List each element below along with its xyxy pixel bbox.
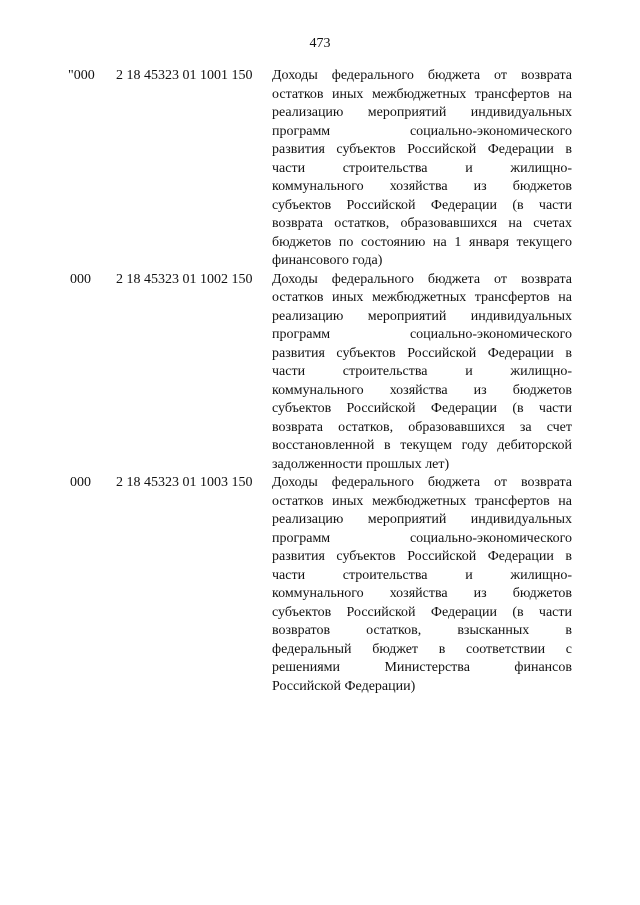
description-line: субъектов Российской Федерации (в части [272, 604, 572, 620]
table-row [0, 271, 640, 475]
description-line: развития субъектов Российской Федерации в [272, 142, 572, 157]
table-row [0, 67, 640, 271]
income-classification-table [0, 67, 640, 696]
administrator-code: "000 [68, 68, 95, 83]
description-line: части строительства и жилищно- [272, 364, 572, 379]
budget-classification-code: 2 18 45323 01 1001 150 [116, 68, 253, 83]
income-description [272, 271, 572, 475]
table-row [0, 474, 640, 696]
description-line: возврата остатков, образовавшихся на счетах [272, 216, 572, 231]
description-line: развития субъектов Российской Федерации в [272, 345, 572, 361]
income-description [272, 67, 572, 271]
budget-classification-code: 2 18 45323 01 1002 150 [116, 271, 253, 287]
description-line: задолженности прошлых лет) [272, 456, 450, 472]
description-line: субъектов Российской Федерации (в части [272, 197, 572, 213]
description-line: программ социально-экономического [272, 123, 572, 139]
description-line: федеральный бюджет в соответствии с [272, 641, 572, 657]
description-line: остатков иных межбюджетных трансфертов на [272, 493, 572, 509]
description-line: бюджетов по состоянию на 1 января текущего [272, 234, 572, 250]
description-line: субъектов Российской Федерации (в части [272, 401, 572, 416]
description-line: решениями Министерства финансов [272, 660, 572, 675]
page-number: 473 [309, 36, 331, 51]
administrator-code: 000 [70, 271, 91, 287]
description-line: коммунального хозяйства из бюджетов [272, 179, 572, 194]
description-line: Российской Федерации) [272, 678, 416, 694]
description-line: Доходы федерального бюджета от возврата [272, 475, 572, 490]
income-description [272, 474, 572, 696]
description-line: части строительства и жилищно- [272, 160, 572, 176]
description-line: коммунального хозяйства из бюджетов [272, 382, 572, 398]
budget-classification-code: 2 18 45323 01 1003 150 [116, 475, 253, 490]
description-line: Доходы федерального бюджета от возврата [272, 68, 572, 83]
description-line: программ социально-экономического [272, 327, 572, 342]
description-line: восстановленной в текущем году дебиторской [272, 438, 572, 453]
description-line: возврата остатков, образовавшихся за счет [272, 419, 572, 435]
description-line: программ социально-экономического [272, 530, 572, 546]
description-line: остатков иных межбюджетных трансфертов на [272, 290, 572, 305]
description-line: реализацию мероприятий индивидуальных [272, 105, 572, 120]
description-line: коммунального хозяйства из бюджетов [272, 586, 572, 601]
description-line: реализацию мероприятий индивидуальных [272, 308, 572, 324]
description-line: возвратов остатков, взысканных в [272, 623, 572, 638]
description-line: остатков иных межбюджетных трансфертов на [272, 86, 572, 102]
description-line: финансового года) [272, 253, 383, 268]
description-line: части строительства и жилищно- [272, 567, 572, 583]
description-line: Доходы федерального бюджета от возврата [272, 271, 572, 287]
description-line: реализацию мероприятий индивидуальных [272, 512, 572, 527]
description-line: развития субъектов Российской Федерации в [272, 549, 572, 564]
administrator-code: 000 [70, 475, 91, 490]
